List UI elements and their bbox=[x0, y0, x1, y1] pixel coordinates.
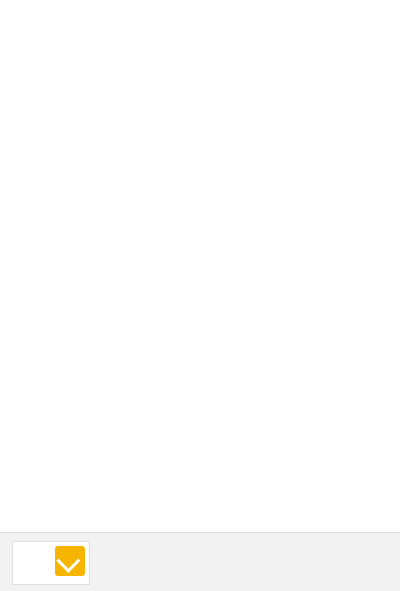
store-footer bbox=[0, 532, 400, 591]
logo-mark-icon bbox=[55, 546, 85, 576]
table-of-contents bbox=[5, 0, 395, 29]
part-title bbox=[5, 6, 395, 24]
store-logo[interactable] bbox=[12, 541, 90, 585]
